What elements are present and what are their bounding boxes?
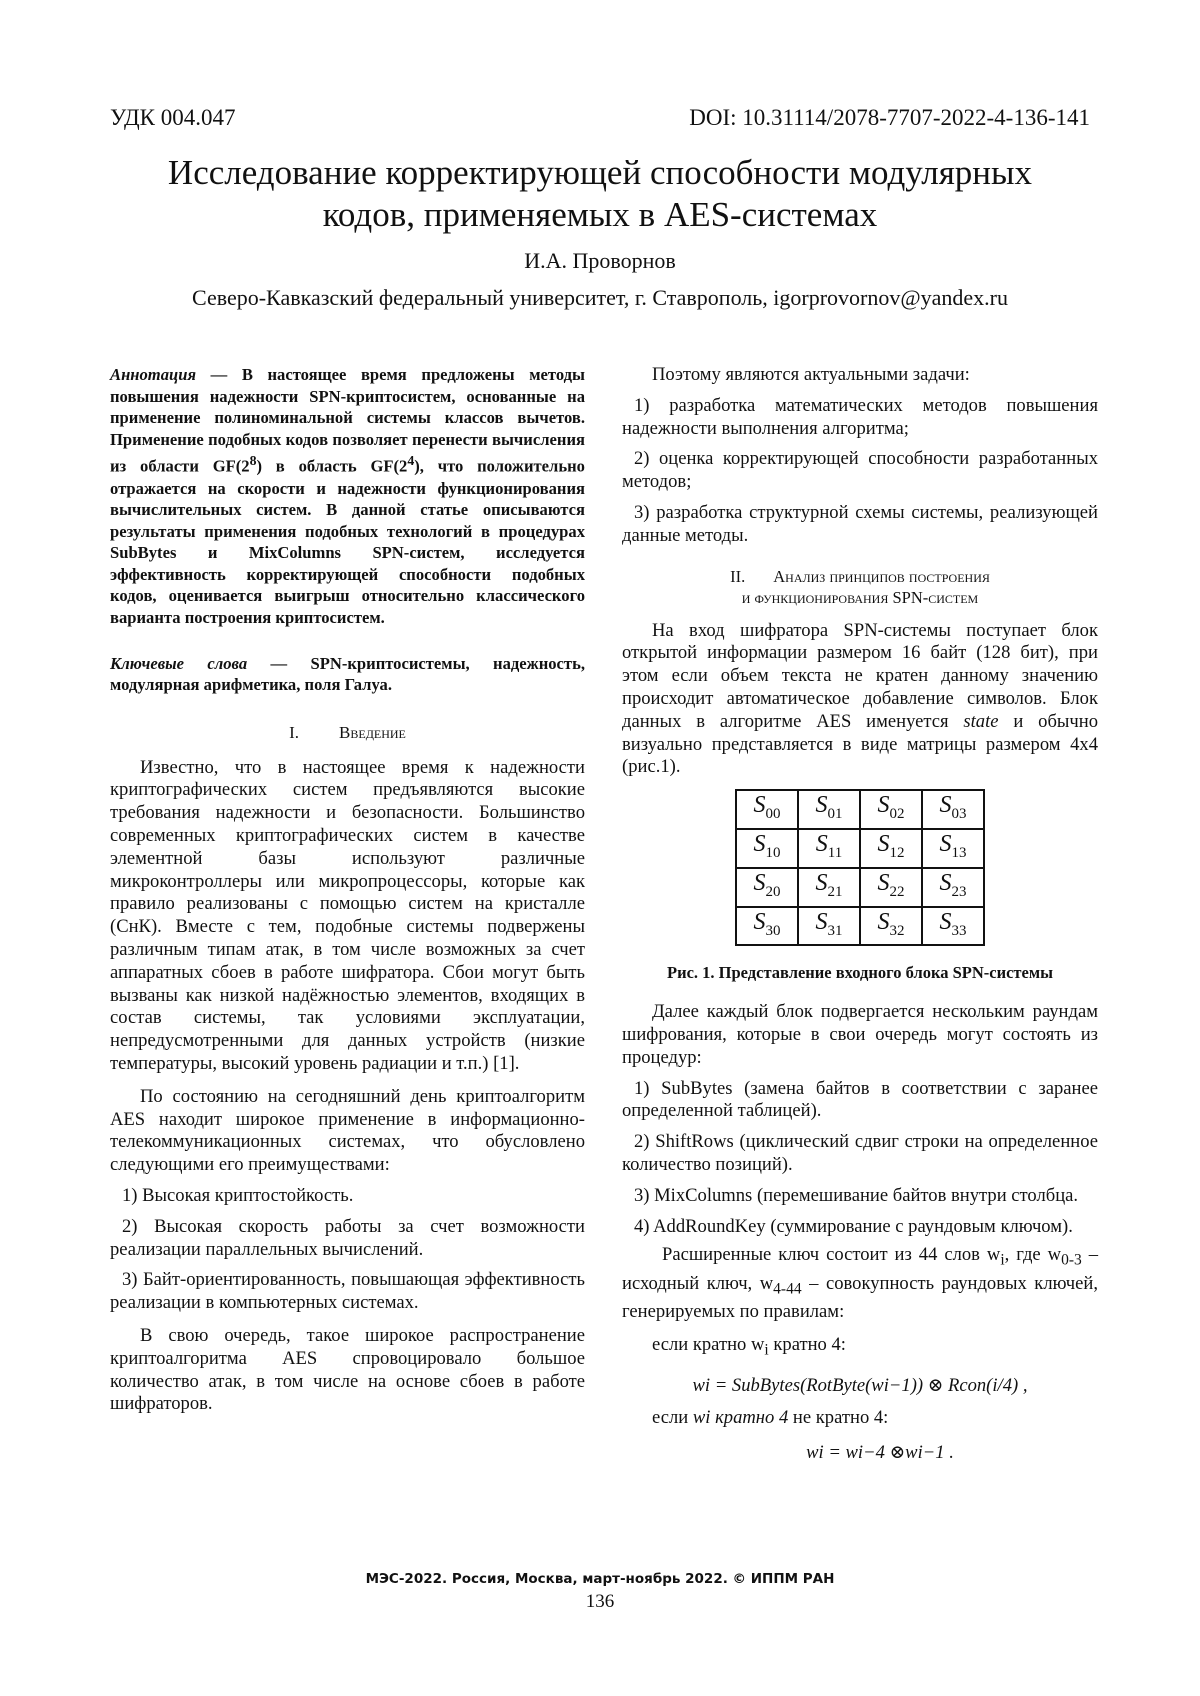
state-matrix-row [736, 868, 984, 907]
title-line-2: кодов, применяемых в AES-системах [322, 195, 878, 234]
keywords-text: — SPN-криптосистемы, надежность, модулярная арифметика, поля Галуа. [110, 653, 585, 695]
abstract-text: — В настоящее время предложены методы повышения надежности SPN-криптосистем, основанные на применение полиноминальной системы классов вычетов. Применение подобных кодов позволяет перенести вычисления из области GF(2 [110, 365, 585, 476]
paragraph [622, 1244, 1098, 1324]
list-item: 2) Высокая скорость работы за счет возможности реализации параллельных вычислений. [110, 1215, 585, 1260]
state-cell: $S_{01}$ [798, 790, 860, 829]
paragraph-text: Расширенные ключ состоит из 44 слов w [662, 1244, 1001, 1266]
round-step: 3) MixColumns (перемешивание байтов внутри столбца. [634, 1184, 1079, 1206]
paper-title [0, 152, 1200, 236]
condition [622, 1407, 1098, 1430]
udk-code: УДК 004.047 [110, 105, 236, 130]
section-title: Введение [339, 722, 406, 742]
abstract [110, 364, 585, 629]
formula-1: wi = SubBytes(RotByte(wi−1)) ⊗ Rcon(i/4) , [692, 1374, 1028, 1396]
conference-footer: МЭС-2022. Россия, Москва, март-ноябрь 2022. © ИППМ РАН [365, 1571, 835, 1587]
list-item: 1) Высокая криптостойкость. [122, 1184, 354, 1206]
state-cell: $S_{30}$ [736, 907, 798, 946]
state-cell: $S_{20}$ [736, 868, 798, 907]
state-cell: $S_{12}$ [860, 829, 922, 868]
state-cell: $S_{21}$ [798, 868, 860, 907]
right-column [622, 364, 1098, 1475]
condition [622, 1334, 1098, 1363]
condition-text: если кратно w [652, 1334, 765, 1356]
keywords-label: Ключевые слова [110, 653, 248, 673]
list-item: 3) Байт-ориентированность, повышающая эффективность реализации в компьютерных системах. [110, 1269, 585, 1314]
section-heading-2 [622, 566, 1098, 608]
paragraph-text: На вход шифратора SPN-системы поступает блок открытой информации размером 16 байт (128 бит), при этом если объем текста не кратен данному значению происходит автоматическое добавление символов. Блок данных в алгоритме AES именуется [622, 619, 1098, 732]
round-step: 2) ShiftRows (циклический сдвиг строки на определенное количество позиций). [622, 1131, 1098, 1175]
condition-text: если [652, 1407, 693, 1429]
section-number: I. [289, 722, 300, 742]
paragraph: Далее каждый блок подвергается нескольким раундам шифрования, которые в свои очередь могут состоять из процедур: [622, 1001, 1098, 1068]
paragraph [622, 620, 1098, 780]
round-step: 1) SubBytes (замена байтов в соответствии с заранее определенной таблицей). [622, 1077, 1098, 1122]
affiliation: Северо-Кавказский федеральный университет, г. Ставрополь, igorprovornov@yandex.ru [192, 285, 1008, 310]
state-cell: $S_{32}$ [860, 907, 922, 946]
state-matrix-figure [735, 789, 985, 946]
abstract-label: Аннотация [110, 365, 196, 384]
section-title-line-1: Анализ принципов построения [773, 566, 990, 586]
state-matrix-row [736, 829, 984, 868]
state-term: state [963, 710, 999, 732]
formula-2: wi = wi−4 ⊗wi−1 . [806, 1442, 954, 1464]
paragraph: В свою очередь, такое широкое распространение криптоалгоритма AES спровоцировало большое количество атак, в том числе на основе сбоев в работе шифраторов. [110, 1324, 585, 1415]
paragraph-text: – совокупность раундовых ключей, генерируемых по правилам: [622, 1272, 1098, 1323]
title-line-1: Исследование корректирующей способности модулярных [167, 153, 1033, 192]
subscript: i [1000, 1252, 1005, 1270]
paragraph: Поэтому являются актуальными задачи: [652, 364, 970, 385]
state-cell: $S_{10}$ [736, 829, 798, 868]
subscript: 0-3 [1061, 1252, 1082, 1270]
condition-text: кратно 4: [768, 1334, 846, 1356]
state-cell: $S_{11}$ [798, 829, 860, 868]
paragraph-text: и обычно визуально представляется в виде матрицы размером 4x4 (рис.1). [622, 710, 1098, 778]
state-cell: $S_{03}$ [922, 790, 984, 829]
left-column [110, 364, 585, 1416]
section-heading-1 [110, 722, 585, 745]
state-cell: $S_{23}$ [922, 868, 984, 907]
state-matrix-row [736, 907, 984, 946]
state-cell: $S_{00}$ [736, 790, 798, 829]
round-step: 4) AddRoundKey (суммирование с раундовым ключом). [634, 1215, 1073, 1237]
keywords [110, 653, 585, 696]
doi: DOI: 10.31114/2078-7707-2022-4-136-141 [689, 105, 1090, 130]
subscript: i [764, 1341, 769, 1359]
paragraph: По состоянию на сегодняшний день криптоалгоритм AES находит широкое применение в информационно-телекоммуникационных системах, что обусловлено следующими его преимуществами: [110, 1085, 585, 1176]
paragraph-text: , где w [1004, 1244, 1062, 1266]
abstract-sup: 4 [407, 453, 415, 469]
condition-italic: wi кратно 4 [692, 1407, 789, 1429]
task-item: 3) разработка структурной схемы системы, реализующей данные методы. [622, 501, 1098, 546]
author: И.А. Проворнов [524, 248, 676, 273]
paragraph: Известно, что в настоящее время к надежности криптографических систем предъявляются высокие требования надежности и безопасности. Большинство современных криптографических систем в качестве элементной базы используют различные микроконтроллеры или микропроцессоры, которые как правило реализованы с помощью систем на кристалле (СнК). Вместе с тем, подобные системы подвержены различным типам атак, в том числе возможных за счет аппаратных сбоев в работе шифратора. Сбои могут быть вызваны как низкой надёжностью элементов, входящих в состав системы, так условиями эксплуатации, непредусмотренными для данных устройств (низкие температуры, высокий уровень радиации и т.п.) [1]. [110, 756, 585, 1074]
condition-text: не кратно 4: [788, 1407, 889, 1429]
section-title-line-2: и функционирования SPN-систем [741, 587, 979, 607]
section-number: II. [730, 566, 746, 586]
paragraph-text: – исходный ключ, w [622, 1244, 1098, 1294]
subscript: 4-44 [773, 1280, 802, 1298]
state-cell: $S_{31}$ [798, 907, 860, 946]
figure-caption: Рис. 1. Представление входного блока SPN-системы [667, 963, 1053, 983]
abstract-sup: 8 [249, 453, 257, 469]
state-cell: $S_{33}$ [922, 907, 984, 946]
abstract-text: ) в область GF(2 [256, 456, 408, 476]
abstract-text: ), что положительно отражается на скорости и надежности функционирования вычислительных систем. В данной статье описываются результаты применения подобных технологий в процедурах SubBytes и MixColumns SPN-систем, исследуется эффективность корректирующей способности подобных кодов, оценивается выигрыш относительно классического варианта построения криптосистем. [110, 456, 585, 628]
task-item: 2) оценка корректирующей способности разработанных методов; [622, 448, 1098, 493]
task-item: 1) разработка математических методов повышения надежности выполнения алгоритма; [622, 394, 1098, 439]
state-cell: $S_{13}$ [922, 829, 984, 868]
state-cell: $S_{22}$ [860, 868, 922, 907]
page-number: 136 [585, 1591, 615, 1612]
state-matrix-row [736, 790, 984, 829]
state-cell: $S_{02}$ [860, 790, 922, 829]
